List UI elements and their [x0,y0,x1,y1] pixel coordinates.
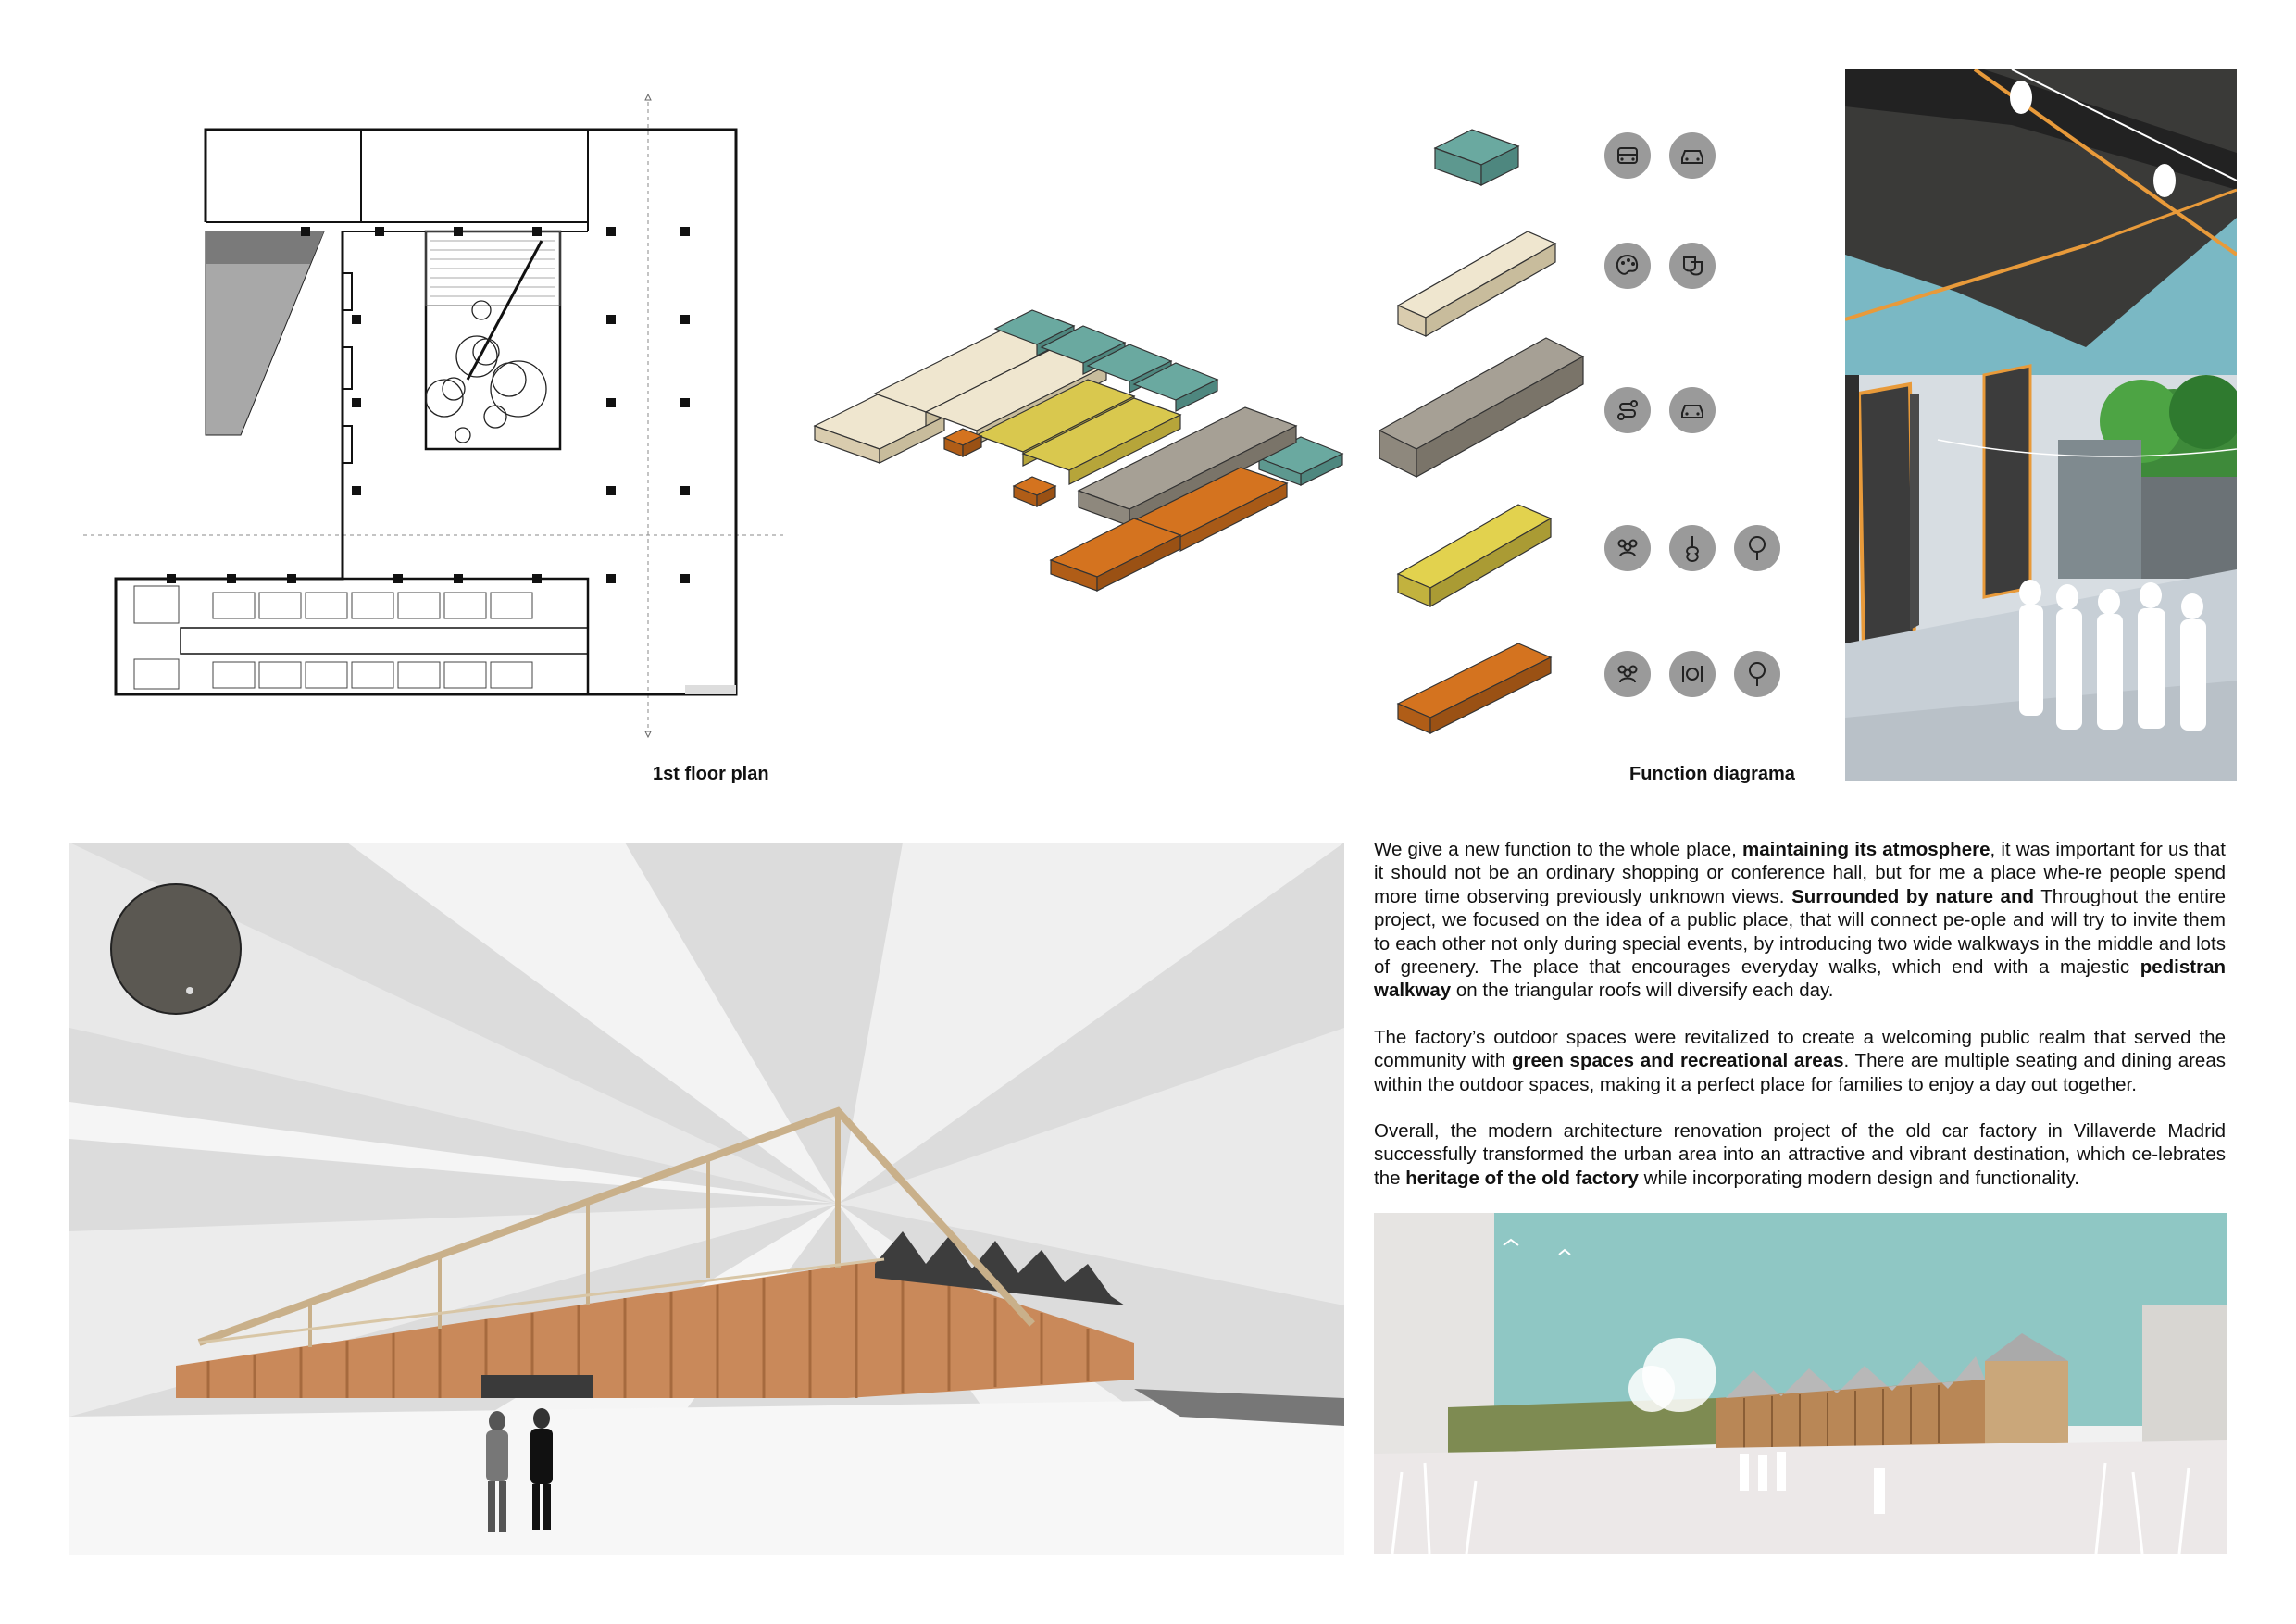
people-icon [1604,651,1651,697]
body-text: The factory’s outdoor spaces were revitalized to create a welcoming public realm that served the community with [1374,1026,2226,1072]
car-front-icon [1669,387,1716,433]
body-text: , it was important for us that it should not be an ordinary shopping or conference hall, but for me a place whe-re people spend more time observing previously unknown views. [1374,839,2227,907]
tree-icon [1734,525,1780,571]
render-park-view [1374,1213,2227,1554]
dining-icon [1669,651,1716,697]
paragraph-2 [1374,1026,2226,1096]
people-icon [1604,525,1651,571]
body-text: . There are multiple seating and dining areas within the outdoor spaces, making it a perfect place for families to enjoy a day out together. [1374,1050,2226,1095]
highlight-text: heritage of the old factory [1405,1167,1639,1189]
theater-masks-icon [1669,243,1716,289]
highlight-text: Surrounded by nature and [1791,885,2034,907]
paragraph-3 [1374,1119,2226,1190]
car-front-icon [1669,132,1716,179]
project-description [1374,838,2226,1213]
body-text: We give a new function to the whole place, [1374,839,1743,860]
render-under-bridge [1845,69,2237,781]
palette-icon [1604,243,1651,289]
body-text: Overall, the modern architecture renovation project of the old car factory in Villaverde Madrid successfully transformed the urban area into an attractive and vibrant destination, which ce-lebrates the [1374,1120,2226,1189]
body-text: on the triangular roofs will diversify each day. [1451,980,1834,1002]
render-canopy-exterior [69,843,1344,1555]
function-blocks [1370,111,1611,750]
car-icon [1604,132,1651,179]
function-diagram-caption: Function diagrama [1629,764,1795,784]
highlight-text: pedistran walkway [1374,956,2226,1002]
highlight-text: maintaining its atmosphere [1742,839,1990,860]
paragraph-1 [1374,838,2226,1003]
highlight-text: green spaces and recreational areas [1512,1050,1844,1072]
tree-icon [1734,651,1780,697]
body-text: while incorporating modern design and functionality. [1638,1167,2079,1189]
body-text: Throughout the entire project, we focused on the idea of a public place, that will connect pe-ople and will try to invite them to each other not only during special events, by introducing two wide walkways in the middle and lots of greenery. The place that encourages everyday walks, which end with a majestic [1374,885,2226,979]
floor-plan-caption: 1st floor plan [653,764,769,784]
floor-plan [74,93,796,741]
route-icon [1604,387,1651,433]
axonometric-diagram [805,278,1361,611]
guitar-icon [1669,525,1716,571]
